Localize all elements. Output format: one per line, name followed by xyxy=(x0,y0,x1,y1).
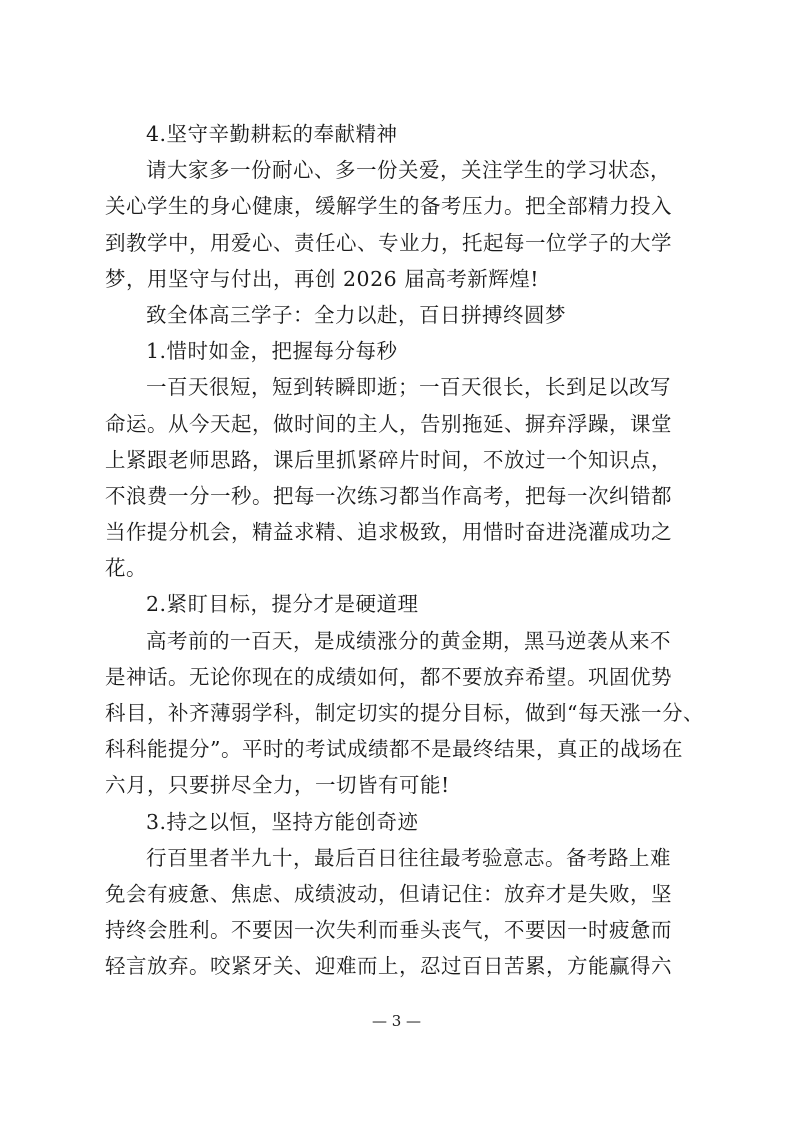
section-heading: 致全体高三学子：全力以赴，百日拼搏终圆梦 xyxy=(146,302,566,327)
section-heading: 1.惜时如金，把握每分每秒 xyxy=(146,339,398,364)
paragraph-line: 花。 xyxy=(105,556,147,581)
paragraph-line: 科科能提分”。平时的考试成绩都不是最终结果，真正的战场在 xyxy=(105,737,683,762)
paragraph-line: 持终会胜利。不要因一次失利而垂头丧气，不要因一时疲惫而 xyxy=(105,918,672,943)
paragraph-line: 是神话。无论你现在的成绩如何，都不要放弃希望。巩固优势 xyxy=(105,664,672,689)
paragraph-line: 梦，用坚守与付出，再创 2026 届高考新辉煌! xyxy=(105,266,539,291)
document-body xyxy=(105,116,704,985)
paragraph-line: 命运。从今天起，做时间的主人，告别拖延、摒弃浮躁，课堂 xyxy=(105,411,672,436)
section-heading: 4.坚守辛勤耕耘的奉献精神 xyxy=(146,122,398,146)
paragraph-line: 轻言放弃。咬紧牙关、迎难而上，忍过百日苦累，方能赢得六 xyxy=(105,954,672,979)
paragraph-line: 免会有疲惫、焦虑、成绩波动，但请记住：放弃才是失败，坚 xyxy=(105,881,672,906)
paragraph-line: 一百天很短，短到转瞬即逝；一百天很长，长到足以改写 xyxy=(146,375,671,400)
page-number: — 3 — xyxy=(371,1012,422,1030)
paragraph-line: 当作提分机会，精益求精、追求极致，用惜时奋进浇灌成功之 xyxy=(105,520,672,545)
section-heading: 3.持之以恒，坚持方能创奇迹 xyxy=(146,809,419,834)
paragraph-line: 不浪费一分一秒。把每一次练习都当作高考，把每一次纠错都 xyxy=(105,483,672,508)
paragraph-line: 科目，补齐薄弱学科，制定切实的提分目标，做到“每天涨一分、 xyxy=(105,701,704,725)
section-heading: 2.紧盯目标，提分才是硬道理 xyxy=(146,592,419,617)
paragraph-line: 到教学中，用爱心、责任心、专业力，托起每一位学子的大学 xyxy=(105,230,672,255)
paragraph-line: 上紧跟老师思路，课后里抓紧碎片时间，不放过一个知识点， xyxy=(105,447,672,472)
paragraph-line: 六月，只要拼尽全力，一切皆有可能! xyxy=(105,773,450,798)
paragraph-line: 关心学生的身心健康，缓解学生的备考压力。把全部精力投入 xyxy=(105,194,672,219)
paragraph-line: 行百里者半九十，最后百日往往最考验意志。备考路上难 xyxy=(146,845,671,870)
paragraph-line: 高考前的一百天，是成绩涨分的黄金期，黑马逆袭从来不 xyxy=(146,628,671,653)
paragraph-line: 请大家多一份耐心、多一份关爱，关注学生的学习状态， xyxy=(146,158,671,183)
